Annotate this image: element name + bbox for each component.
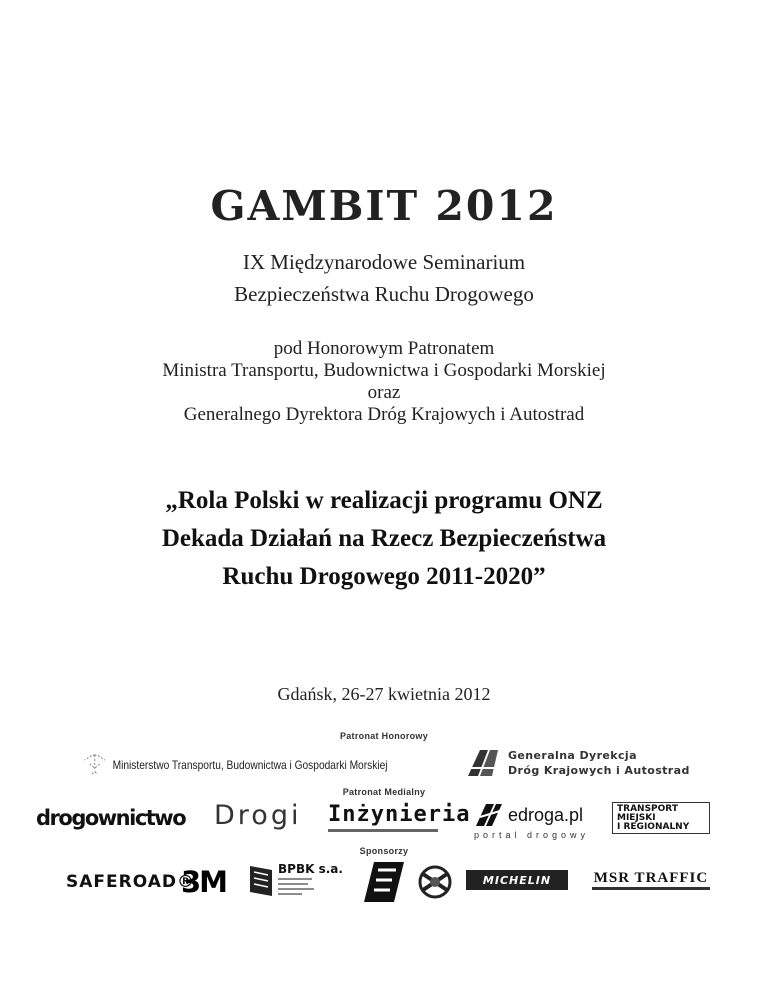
- inzynieria-logo: [328, 802, 470, 832]
- gddkia-text: [508, 748, 690, 778]
- gddkia-line-2: Dróg Krajowych i Autostrad: [508, 764, 690, 777]
- inzynieria-underline: [328, 829, 438, 832]
- eagle-emblem-icon: [82, 752, 108, 778]
- msr-traffic-logo: MSR TRAFFIC: [592, 870, 710, 890]
- drogownictwo-logo: drogownictwo: [36, 806, 186, 830]
- gddkia-logo: [466, 748, 690, 778]
- patronage-block: [0, 338, 768, 426]
- road-emblem-icon: [466, 748, 500, 778]
- edro-logo: [360, 860, 406, 909]
- bpbk-logo: [248, 862, 343, 901]
- event-title: GAMBIT 2012: [210, 182, 558, 230]
- tmr-line-1: TRANSPORT: [617, 804, 678, 814]
- transport-miejski-logo: [612, 802, 710, 834]
- patronage-line-4: Generalnego Dyrektora Dróg Krajowych i Autostrad: [183, 404, 585, 425]
- seminar-topic: [0, 482, 768, 596]
- event-subtitle: [0, 246, 768, 310]
- edroga-logo: [474, 802, 589, 840]
- subtitle-line-1: IX Międzynarodowe Seminarium: [242, 250, 526, 274]
- ministry-name: Ministerstwo Transportu, Budownictwa i Gospodarki Morskiej: [112, 758, 388, 772]
- patronage-line-2: Ministra Transportu, Budownictwa i Gospodarki Morskiej: [162, 360, 606, 381]
- topic-line-3: Ruchu Drogowego 2011-2020”: [222, 563, 546, 590]
- patronage-line-1: pod Honorowym Patronatem: [273, 338, 495, 359]
- 3m-logo: 3M: [181, 865, 227, 899]
- saferoad-logo: SAFEROAD®: [66, 872, 195, 892]
- edroga-wordmark: edroga.pl: [508, 804, 584, 825]
- bpbk-emblem-icon: [248, 862, 274, 898]
- edroga-tagline: portal drogowy: [474, 830, 590, 840]
- gddkia-line-1: Generalna Dyrekcja: [508, 749, 637, 762]
- honorary-patronage-label: Patronat Honorowy: [339, 731, 429, 741]
- bpbk-small-print: [278, 876, 318, 896]
- ministry-logo: [82, 752, 388, 778]
- drogi-logo: Drogi: [214, 800, 302, 831]
- inzynieria-wordmark: Inżynieria: [328, 802, 471, 827]
- michelin-logo: MICHELIN: [466, 870, 568, 890]
- tmr-line-2: MIEJSKI: [617, 813, 656, 823]
- sponsors-label: Sponsorzy: [359, 846, 409, 856]
- topic-line-1: „Rola Polski w realizacji programu ONZ: [165, 487, 603, 514]
- media-patronage-label: Patronat Medialny: [342, 787, 426, 797]
- bpbk-wordmark: BPBK s.a.: [278, 862, 343, 876]
- subtitle-line-2: Bezpieczeństwa Ruchu Drogowego: [234, 282, 534, 306]
- topic-line-2: Dekada Działań na Rzecz Bezpieczeństwa: [161, 525, 607, 552]
- circle-emblem-logo: [417, 864, 453, 905]
- place-date: Gdańsk, 26-27 kwietnia 2012: [277, 684, 491, 704]
- edroga-main: [474, 802, 589, 828]
- tmr-line-3: I REGIONALNY: [617, 822, 690, 832]
- globe-emblem-icon: [417, 864, 453, 900]
- edro-emblem-icon: [360, 860, 406, 904]
- road-arrow-icon: [474, 802, 504, 828]
- patronage-line-3: oraz: [367, 382, 401, 403]
